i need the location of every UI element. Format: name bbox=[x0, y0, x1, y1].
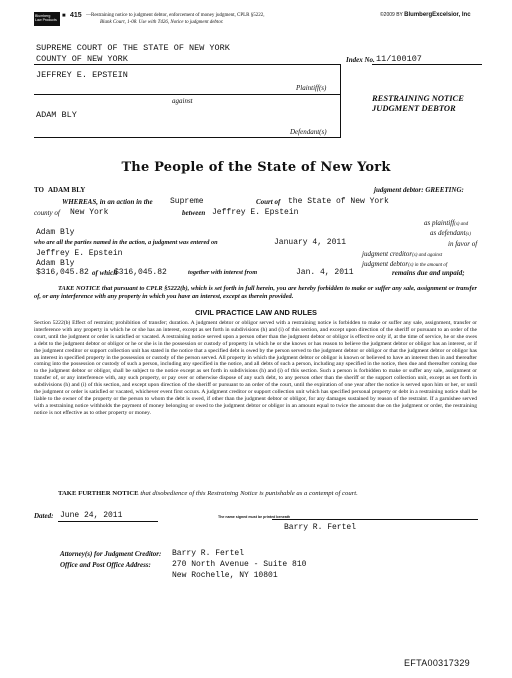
attorney-label: Attorney(s) for Judgment Creditor: bbox=[60, 550, 162, 558]
logo-line1: Blumberg bbox=[35, 14, 51, 18]
further-notice-lead: TAKE FURTHER NOTICE bbox=[58, 490, 139, 497]
whereas-court: Supreme bbox=[170, 197, 204, 206]
court-line1: SUPREME COURT OF THE STATE OF NEW YORK bbox=[36, 43, 230, 53]
copyright-brand: BlumbergExcelsior, Inc bbox=[404, 12, 471, 18]
creditor-label bbox=[362, 250, 442, 258]
in-favor-of: in favor of bbox=[448, 240, 478, 248]
debtor-label bbox=[362, 260, 447, 268]
debtor-label-text: judgment debtor bbox=[362, 260, 409, 268]
address-label: Office and Post Office Address: bbox=[60, 561, 151, 569]
further-notice bbox=[58, 490, 358, 497]
debtor-label-suffix: (s) in the amount of bbox=[408, 263, 448, 268]
unpaid-value: $316,045.82 bbox=[114, 268, 167, 277]
bates-number: EFTA00317329 bbox=[404, 658, 470, 668]
doc-title-line1: RESTRAINING NOTICE bbox=[372, 93, 464, 103]
logo-line2: Law Products bbox=[35, 18, 57, 23]
dated-value: June 24, 2011 bbox=[60, 511, 123, 520]
as-plaintiff-text: as plaintiff bbox=[424, 219, 455, 227]
take-notice: TAKE NOTICE that pursuant to CPLR §5222(b), which is set forth in full herein, you are hereby forbidden to make or suffer any sale, assignment or transfer of, or any interference with any property in which you have an interest, except as therein provided. bbox=[34, 285, 477, 300]
index-underline bbox=[372, 64, 482, 65]
dated-label: Dated: bbox=[34, 512, 54, 520]
of-which: of which bbox=[92, 269, 118, 277]
defendant-underline bbox=[34, 137, 340, 138]
as-defendant-text: as defendant bbox=[430, 229, 466, 237]
doc-title-line2: JUDGMENT DEBTOR bbox=[372, 103, 456, 113]
court-underline bbox=[34, 64, 340, 65]
address-line2: New Rochelle, NY 10801 bbox=[172, 571, 278, 580]
index-value: 11/100107 bbox=[376, 54, 422, 64]
to-name: ADAM BLY bbox=[48, 186, 86, 194]
whereas-between: between bbox=[182, 209, 206, 217]
debtor-greeting: judgment debtor: GREETING: bbox=[374, 186, 464, 194]
whereas-plaintiff: Jeffrey E. Epstein bbox=[212, 208, 299, 217]
interest-text: together with interest from bbox=[188, 269, 258, 276]
parties-text: who are all the parties named in the action, a judgment was entered on bbox=[34, 239, 218, 246]
attorney-name: Barry R. Fertel bbox=[172, 549, 245, 558]
court-line2: COUNTY OF NEW YORK bbox=[36, 54, 128, 64]
form-number-icon: ■ bbox=[62, 13, 66, 19]
law-heading: CIVIL PRACTICE LAW AND RULES bbox=[195, 308, 317, 317]
copyright-text: ©2009 BY bbox=[380, 12, 403, 18]
creditor-value: Jeffrey E. Epstein bbox=[36, 249, 123, 258]
plaintiff-underline bbox=[34, 94, 340, 95]
form-description-line2: Blank Court, 1-08. Use with T426, Notice to judgment debtor. bbox=[100, 20, 224, 25]
to-label: TO bbox=[34, 186, 44, 194]
further-notice-rest: that disobedience of this Restraining Notice is punishable as a contempt of court. bbox=[140, 490, 358, 497]
plaintiff-name: JEFFREY E. EPSTEIN bbox=[36, 70, 128, 80]
form-description-line1: —Restraining notice to judgment debtor, enforcement of money judgment, CPLR §5222, bbox=[86, 13, 265, 18]
defendant-name: ADAM BLY bbox=[36, 110, 77, 120]
form-number: 415 bbox=[70, 12, 82, 19]
law-text: Section 5222(b) Effect of restraint; prohibition of transfer; duration. A judgment debtor or obligor served with a restraining notice is forbidden to make or suffer any sale, assignment, transfer or interference with any property in which he or she has an interest, except as set forth in subdivisions (h) and (i) of this section, and except upon direction of the sheriff or pursuant to an order of the court, until the judgment or order is satisfied or vacated. A restraining notice served upon a person other than the judgment debtor or obligor is effective only if, at the time of service, he or she owes a debt to the judgment debtor or obligor or he or she is in the possession or custody of property in which he or she knows or has reason to believe the judgment debtor or obligor has an interest, or if the judgment creditor or support collection unit has stated in the notice that a specified debt is owed by the person served to the judgment debtor or obligor or that the judgment debtor or obligor has an interest in specified property in the possession or custody of the person served. All property in which the judgment debtor or obligor is known or believed to have an interest then in and thereafter coming into the possession or custody of such a person, including any specified in the notice, and all debts of such a person, including any specified in the notice, then due and thereafter coming due to the judgment debtor or obligor, shall be subject to the notice except as set forth in subdivisions (h) and (i) of this section. Such a person is forbidden to make or suffer any sale, assignment or transfer of, or any interference with, any such property, or pay over or otherwise dispose of any such debt, to any person other than the sheriff or the support collection unit, except as set forth in subdivisions (h) and (i) of this section, and except upon direction of the sheriff or pursuant to an order of the court, until the expiration of one year after the notice is served upon him or her, or until the judgment or order is satisfied or vacated, whichever event first occurs. A judgment creditor or support collection unit which has specified personal property or debt in a restraining notice shall be liable to the owner of the property or the person to whom the debt is owed, if other than the judgment debtor or obligor, for any damages sustained by reason of the restraint. If a garnishee served with a restraining notice withholds the payment of money belonging or owed to the judgment debtor or obligor in an amount equal to twice the amount due on the judgment or order, the restraining notice is not effective as to other property or money. bbox=[34, 320, 477, 416]
name-note: The name signed must be printed beneath bbox=[218, 515, 291, 519]
creditor-label-suffix: (s) and against bbox=[412, 253, 443, 258]
whereas-defendant: Adam Bly bbox=[36, 228, 75, 237]
publisher-logo bbox=[34, 12, 60, 26]
debtor-value: Adam Bly bbox=[36, 259, 75, 268]
as-defendant-suffix: (s) bbox=[465, 232, 471, 237]
whereas-court-of: Court of bbox=[256, 198, 281, 206]
copyright bbox=[380, 12, 471, 18]
whereas-intro: WHEREAS, in an action in the bbox=[62, 198, 153, 206]
against-label: against bbox=[172, 97, 193, 105]
as-plaintiff bbox=[424, 219, 468, 227]
judgment-date: January 4, 2011 bbox=[274, 238, 347, 247]
whereas-county: New York bbox=[70, 208, 109, 217]
plaintiff-label: Plaintiff(s) bbox=[296, 84, 327, 92]
remains-text: remains due and unpaid; bbox=[392, 269, 465, 277]
amount-value: $316,045.82 bbox=[36, 268, 89, 277]
address-line1: 270 North Avenue - Suite 810 bbox=[172, 560, 307, 569]
as-plaintiff-suffix: (s) and bbox=[454, 222, 469, 227]
interest-date: Jan. 4, 2011 bbox=[296, 268, 354, 277]
caption-vertical-rule bbox=[340, 64, 341, 138]
signer-name: Barry R. Fertel bbox=[284, 523, 357, 532]
creditor-label-text: judgment creditor bbox=[362, 250, 413, 258]
signature-line bbox=[272, 519, 478, 520]
people-title: The People of the State of New York bbox=[121, 160, 391, 175]
index-label: Index No. bbox=[346, 56, 375, 64]
whereas-county-of: county of bbox=[34, 209, 60, 217]
as-defendant bbox=[430, 229, 471, 237]
whereas-court-state: the State of New York bbox=[288, 197, 389, 206]
defendant-label: Defendant(s) bbox=[290, 128, 327, 136]
dated-underline bbox=[58, 521, 158, 522]
